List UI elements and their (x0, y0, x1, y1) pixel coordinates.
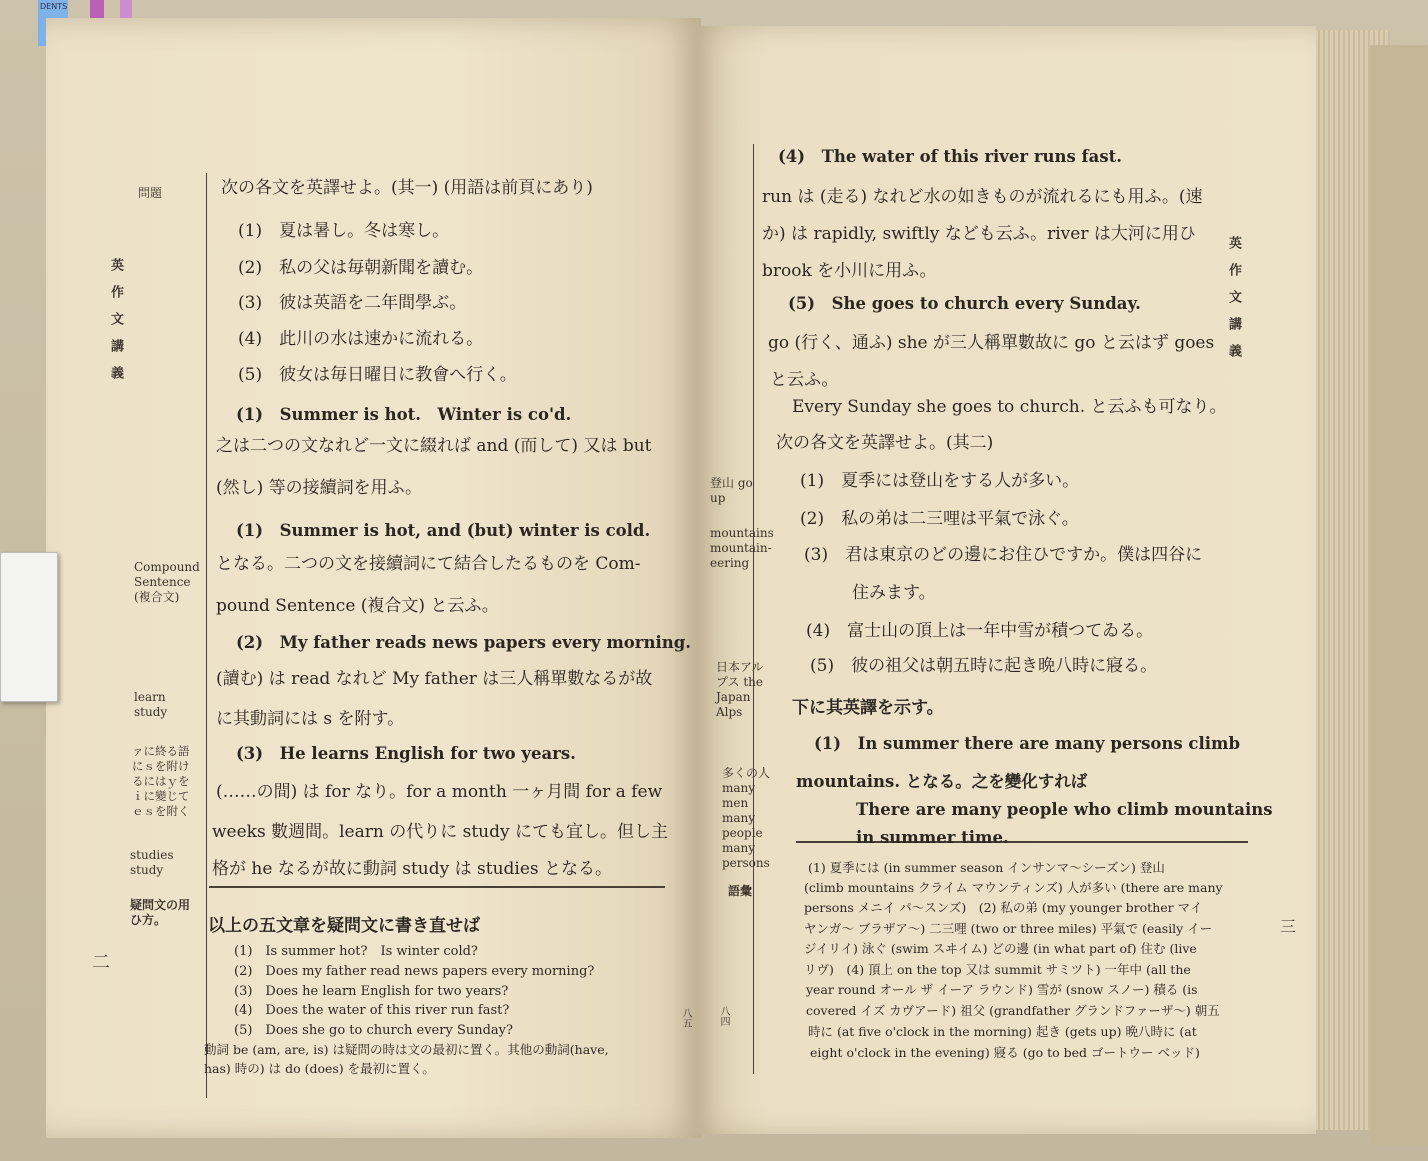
text-line: Every Sunday she goes to church. と云ふも可なり。 (792, 397, 1227, 417)
text-line: か) は rapidly, swiftly なども云ふ。river は大河に用ひ (762, 224, 1196, 244)
example-line: There are many people who climb mountains (856, 800, 1273, 819)
text-line: weeks 數週間。learn の代りに study にても宜し。但し主 (212, 822, 669, 842)
text-line: (3) 君は東京のどの邊にお住ひですか。僕は四谷に (804, 545, 1203, 565)
bookmark-slip[interactable] (0, 552, 58, 702)
text-line: 次の各文を英譯せよ。(其一) (用語は前頁にあり) (221, 178, 593, 198)
note-line: has) 時の) は do (does) を最初に置く。 (204, 1061, 435, 1076)
left-page (46, 18, 701, 1138)
margin-rule (206, 173, 207, 1098)
question-line: (4) Does the water of this river run fast? (234, 1003, 510, 1018)
margin-rule-s: ァに終る語にｓを附けるにはｙをｉに變じてｅｓを附く (132, 744, 190, 818)
text-line: (2) 私の弟は二三哩は平氣で泳ぐ。 (800, 509, 1079, 529)
example-line: (1) Summer is hot. Winter is co'd. (236, 405, 572, 424)
vocab-line: covered イズ カヴアード) 祖父 (grandfather グランドファーザ～) 朝五 (806, 1003, 1220, 1018)
text-line: (1) 夏は暑し。冬は寒し。 (238, 221, 450, 241)
text-line: 格が he なるが故に動詞 study は studies となる。 (212, 859, 613, 879)
margin-goi: 語彙 (728, 884, 753, 898)
text-line: 住みます。 (852, 583, 936, 603)
side-title: 英作文講義 (108, 258, 123, 393)
vocab-line: リヴ) (4) 頂上 on the top 又は summit サミツト) 一年中 (all the (804, 962, 1191, 977)
example-line: mountains. となる。之を變化すれば (796, 772, 1088, 791)
tab-text: DENTS (40, 2, 68, 11)
vocab-line: (1) 夏季には (in summer season インサンマ～シーズン) 登山 (808, 860, 1165, 875)
side-title: 英作文講義 (1226, 236, 1241, 371)
question-line: (1) Is summer hot? Is winter cold? (234, 944, 478, 959)
example-line: (1) In summer there are many persons climb (814, 734, 1240, 753)
text-line: (5) 彼の祖父は朝五時に起き晩八時に寢る。 (810, 656, 1158, 676)
question-line: (2) Does my father read news papers every morning? (234, 964, 595, 979)
margin-mondai: 問題 (138, 186, 163, 200)
margin-rule (753, 144, 754, 1074)
text-line: pound Sentence (複合文) と云ふ。 (216, 596, 499, 616)
text-line: (2) 私の父は毎朝新聞を讀む。 (238, 258, 484, 278)
question-line: (3) Does he learn English for two years? (234, 984, 509, 999)
text-line: と云ふ。 (770, 370, 839, 390)
text-line: go (行く、通ふ) she が三人稱單數故に go と云はず goes (768, 333, 1215, 353)
text-line: 下に其英譯を示す。 (792, 698, 944, 718)
text-line: に其動詞には s を附す。 (216, 709, 405, 729)
example-line: (2) My father reads news papers every morning. (236, 633, 692, 652)
example-line: (4) The water of this river runs fast. (778, 147, 1122, 166)
text-line: (1) 夏季には登山をする人が多い。 (800, 471, 1080, 491)
example-line: (3) He learns English for two years. (236, 744, 576, 763)
book-cover (1370, 45, 1428, 1145)
margin-studies: studies study (130, 848, 174, 877)
page-number: 二 (92, 952, 110, 973)
example-line: (5) She goes to church every Sunday. (788, 294, 1141, 313)
text-line: (4) 此川の水は速かに流れる。 (238, 329, 484, 349)
footer-number: 八四 (718, 1006, 729, 1026)
section-rule (209, 886, 665, 888)
vocab-line: year round オール ザ イーア ラウンド) 雪が (snow スノー) 積る (is (806, 982, 1198, 997)
margin-compound: Compound Sentence (複合文) (134, 560, 200, 604)
margin-question: 疑問文の用ひ方。 (130, 898, 191, 927)
margin-alps: 日本アルプス the Japan Alps (716, 660, 764, 719)
vocab-line: persons メニイ パ～スンズ) (2) 私の弟 (my younger brother マイ (804, 900, 1203, 915)
text-line: (然し) 等の接續詞を用ふ。 (216, 478, 423, 498)
margin-learn: learn study (134, 690, 168, 719)
vocab-line: eight o'clock in the evening) 寢る (go to bed ゴートウー ベッド) (810, 1045, 1200, 1060)
margin-many: 多くの人 many men many people many persons (722, 766, 771, 870)
text-line: 次の各文を英譯せよ。(其二) (776, 433, 994, 453)
text-line: (讀む) は read なれど My father は三人稱單數なるが故 (216, 669, 653, 689)
text-line: 之は二つの文なれど一文に綴れば and (而して) 又は but (216, 436, 652, 456)
page-number: 三 (1280, 917, 1297, 936)
text-line: 以上の五文章を疑問文に書き直せば (208, 916, 480, 936)
example-line: in summer time. (856, 828, 1009, 847)
text-line: (……の間) は for なり。for a month 一ヶ月間 for a few (216, 782, 663, 802)
text-line: run は (走る) なれど水の如きものが流れるにも用ふ。(速 (762, 187, 1203, 207)
vocab-line: (climb mountains クライム マウンティンズ) 人が多い (there are many (804, 880, 1223, 895)
vocab-line: ヤンガ～ ブラザア～) 二三哩 (two or three miles) 平氣で (easily イー (804, 921, 1213, 936)
text-line: (5) 彼女は毎日曜日に教會へ行く。 (238, 365, 517, 385)
question-line: (5) Does she go to church every Sunday? (234, 1023, 513, 1038)
example-line: (1) Summer is hot, and (but) winter is cold. (236, 521, 651, 540)
right-page (696, 26, 1316, 1134)
text-line: brook を小川に用ふ。 (762, 261, 937, 281)
text-line: (3) 彼は英語を二年間學ぶ。 (238, 293, 467, 313)
footer-number: 八五 (680, 1008, 691, 1028)
vocab-line: 時に (at five o'clock in the morning) 起き (gets up) 晩八時に (at (808, 1024, 1197, 1039)
text-line: (4) 富士山の頂上は一年中雪が積つてゐる。 (806, 621, 1154, 641)
margin-tozan: 登山 go up (710, 476, 753, 505)
margin-mountains: mountains mountain-eering (710, 526, 774, 570)
note-line: 動詞 be (am, are, is) は疑問の時は文の最初に置く。其他の動詞(have, (204, 1042, 609, 1057)
vocab-line: ジイリイ) 泳ぐ (swim スヰイム) どの邊 (in what part of) 住む (live (804, 941, 1197, 956)
text-line: となる。二つの文を接續詞にて結合したるものを Com- (216, 554, 641, 574)
